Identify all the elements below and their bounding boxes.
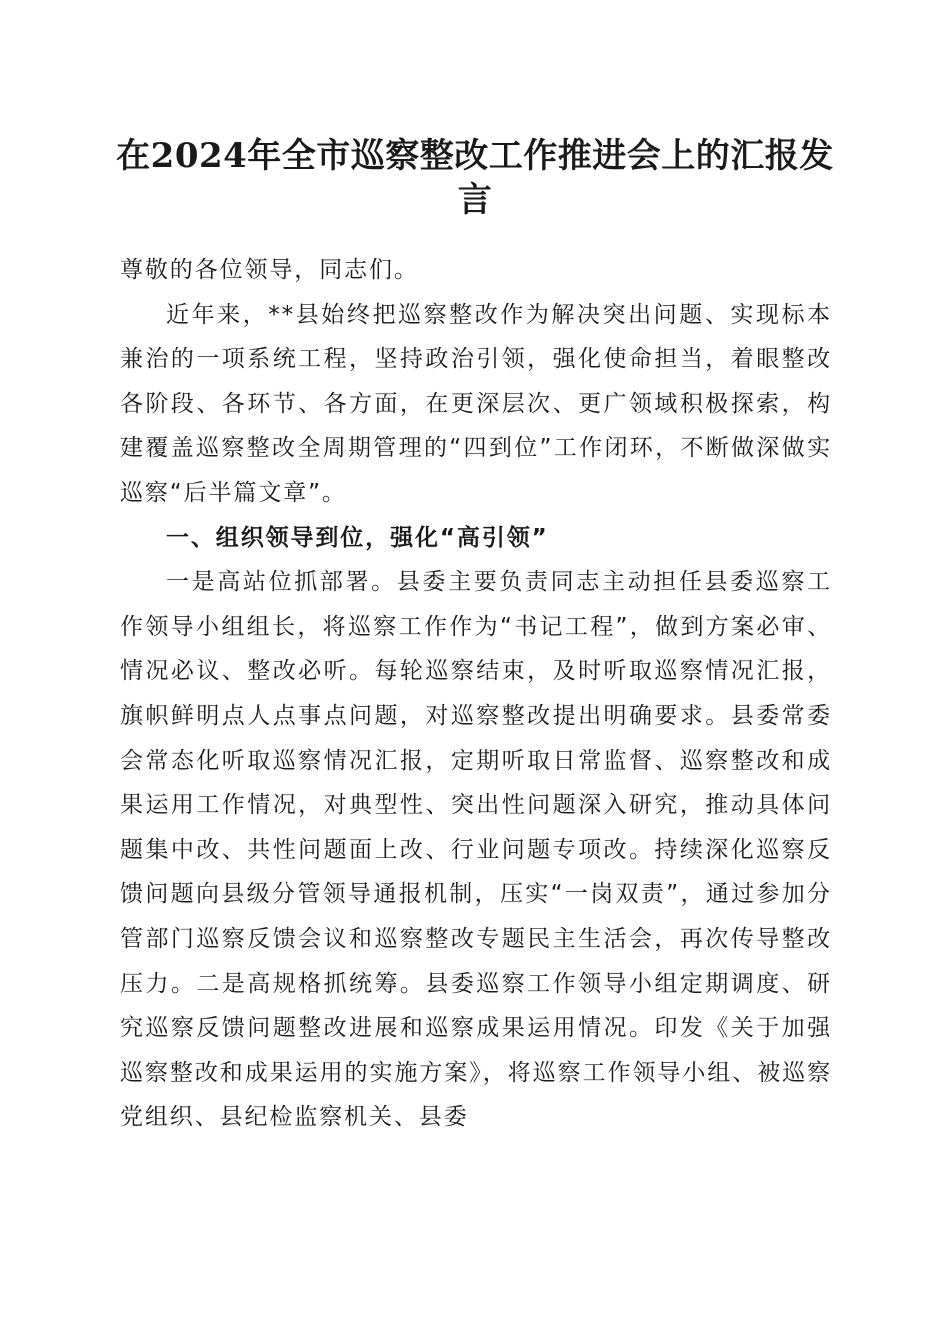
section-heading: 一、组织领导到位，强化“高引领”: [166, 524, 549, 551]
intro-paragraph: 近年来，**县始终把巡察整改作为解决突出问题、实现标本兼治的一项系统工程，坚持政治引领，强化使命担当，着眼整改各阶段、各环节、各方面，在更深层次、更广领域积极探索，构建覆盖巡察整改全周期管理的“四到位”工作闭环，不断做深做实巡察“后半篇文章”。: [120, 301, 832, 506]
body-paragraph: 一是高站位抓部署。县委主要负责同志主动担任县委巡察工作领导小组组长，将巡察工作作为“书记工程”，做到方案必审、情况必议、整改必听。每轮巡察结束，及时听取巡察情况汇报，旗帜鲜明点人点事点问题，对巡察整改提出明确要求。县委常委会常态化听取巡察情况汇报，定期听取日常监督、巡察整改和成果运用工作情况，对典型性、突出性问题深入研究，推动具体问题集中改、共性问题面上改、行业问题专项改。持续深化巡察反馈问题向县级分管领导通报机制，压实“一岗双责”，通过参加分管部门巡察反馈会议和巡察整改专题民主生活会，再次传导整改压力。二是高规格抓统筹。县委巡察工作领导小组定期调度、研究巡察反馈问题整改进展和巡察成果运用情况。印发《关于加强巡察整改和成果运用的实施方案》，将巡察工作领导小组、被巡察党组织、县纪检监察机关、县委: [120, 569, 832, 1131]
document-body: [120, 248, 832, 1140]
document-title: 在2024年全市巡察整改工作推进会上的汇报发言: [116, 136, 834, 220]
salutation: 尊敬的各位领导，同志们。: [120, 257, 419, 283]
